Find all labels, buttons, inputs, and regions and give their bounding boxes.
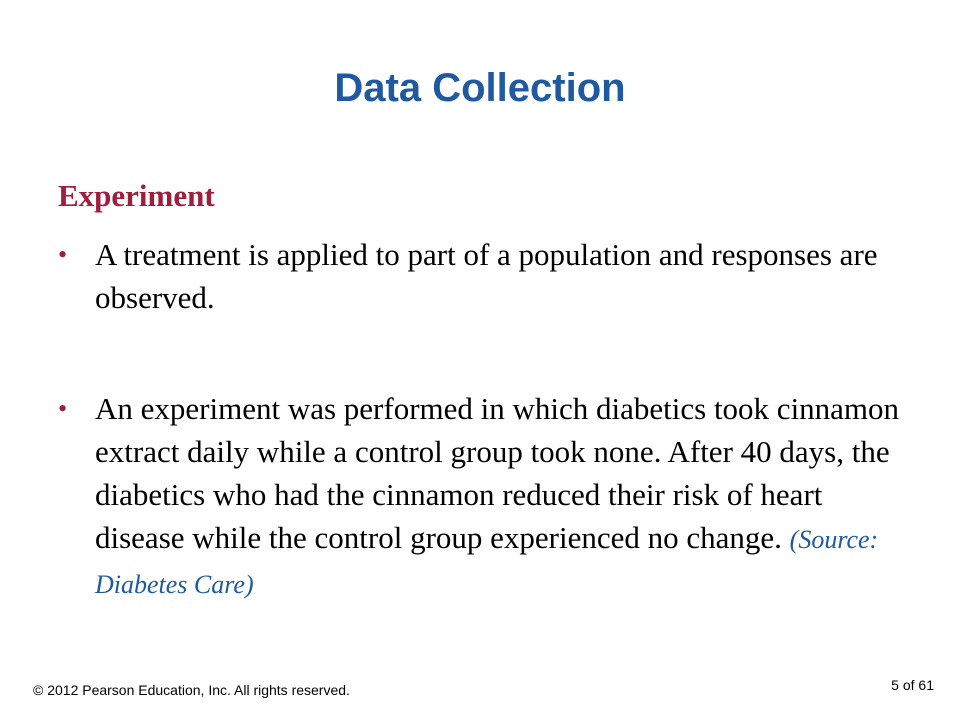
bullet-text-container [95,387,918,606]
slide-title: Data Collection [334,66,626,110]
bullet-item [58,233,918,319]
section-heading: Experiment [58,178,215,213]
bullet-item [58,387,918,606]
source-citation: (Source: Diabetes Care) [95,525,879,599]
bullet-marker: • [58,240,68,269]
copyright-notice: © 2012 Pearson Education, Inc. All rights reserved. [33,682,350,698]
bullet-text: An experiment was performed in which diabetics took cinnamon extract daily while a control group took none. After 40 days, the diabetics who had the cinnamon reduced their risk of heart disease while the control group experienced no change. [95,391,900,555]
bullet-text: A treatment is applied to part of a population and responses are observed. [95,237,878,315]
page-number: 5 of 61 [891,677,934,693]
bullet-marker: • [58,394,68,423]
